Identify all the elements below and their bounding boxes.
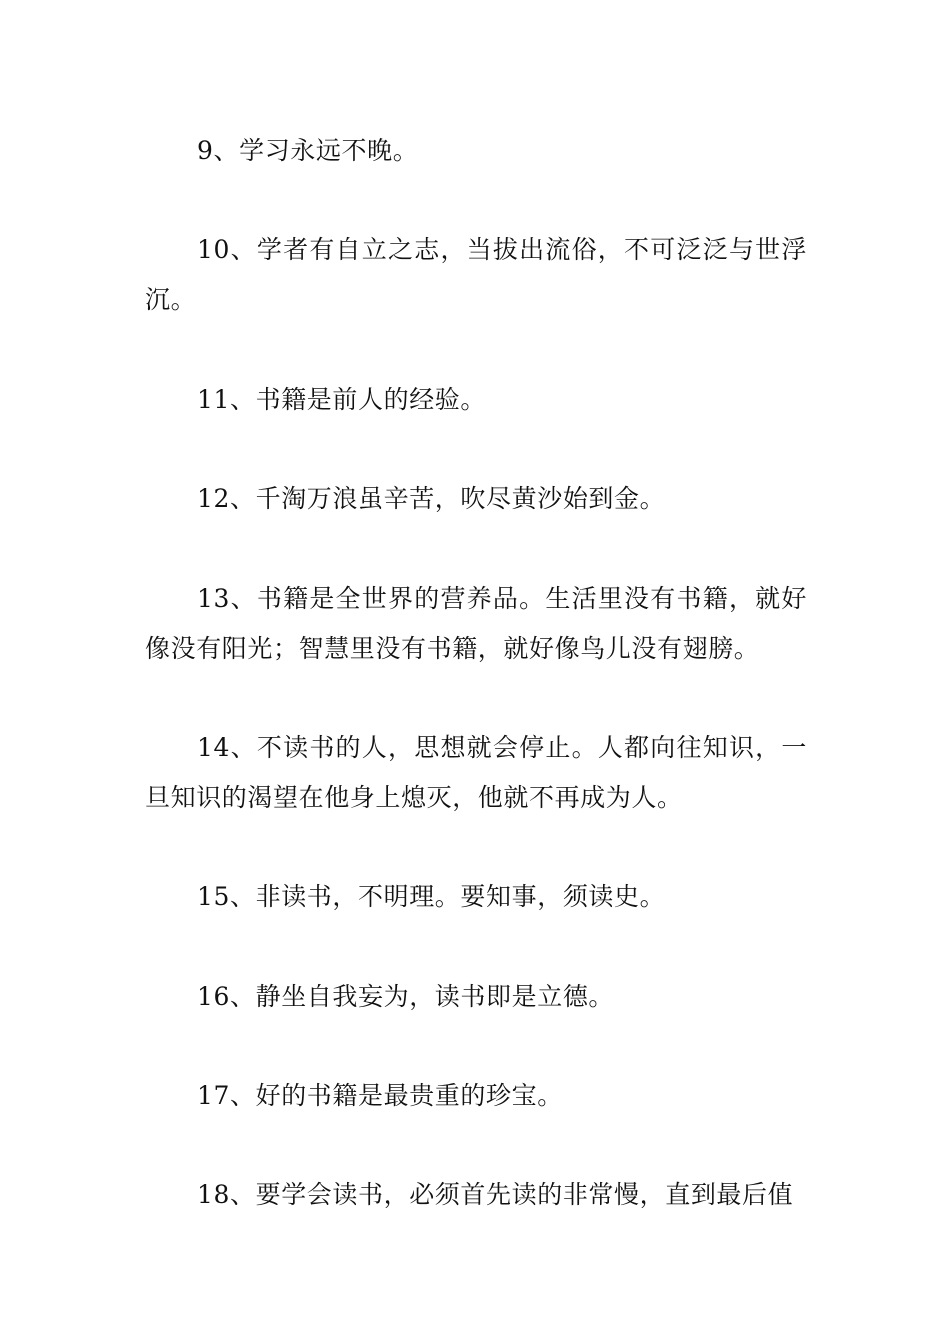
paragraph-14: 14、不读书的人，思想就会停止。人都向往知识，一旦知识的渴望在他身上熄灭，他就不再成为人。 <box>145 733 807 812</box>
paragraph-18: 18、要学会读书，必须首先读的非常慢，直到最后值 <box>197 1180 794 1209</box>
paragraph-11: 11、书籍是前人的经验。 <box>197 385 487 414</box>
paragraph-9: 9、学习永远不晚。 <box>197 136 419 165</box>
paragraph-13: 13、书籍是全世界的营养品。生活里没有书籍，就好像没有阳光；智慧里没有书籍，就好像鸟儿没有翅膀。 <box>145 584 807 663</box>
paragraph-15: 15、非读书，不明理。要知事，须读史。 <box>197 882 666 911</box>
paragraph-10: 10、学者有自立之志，当拔出流俗，不可泛泛与世浮沉。 <box>145 235 807 314</box>
paragraph-12: 12、千淘万浪虽辛苦，吹尽黄沙始到金。 <box>197 484 666 513</box>
paragraph-16: 16、静坐自我妄为，读书即是立德。 <box>197 982 615 1011</box>
paragraph-17: 17、好的书籍是最贵重的珍宝。 <box>197 1081 563 1110</box>
